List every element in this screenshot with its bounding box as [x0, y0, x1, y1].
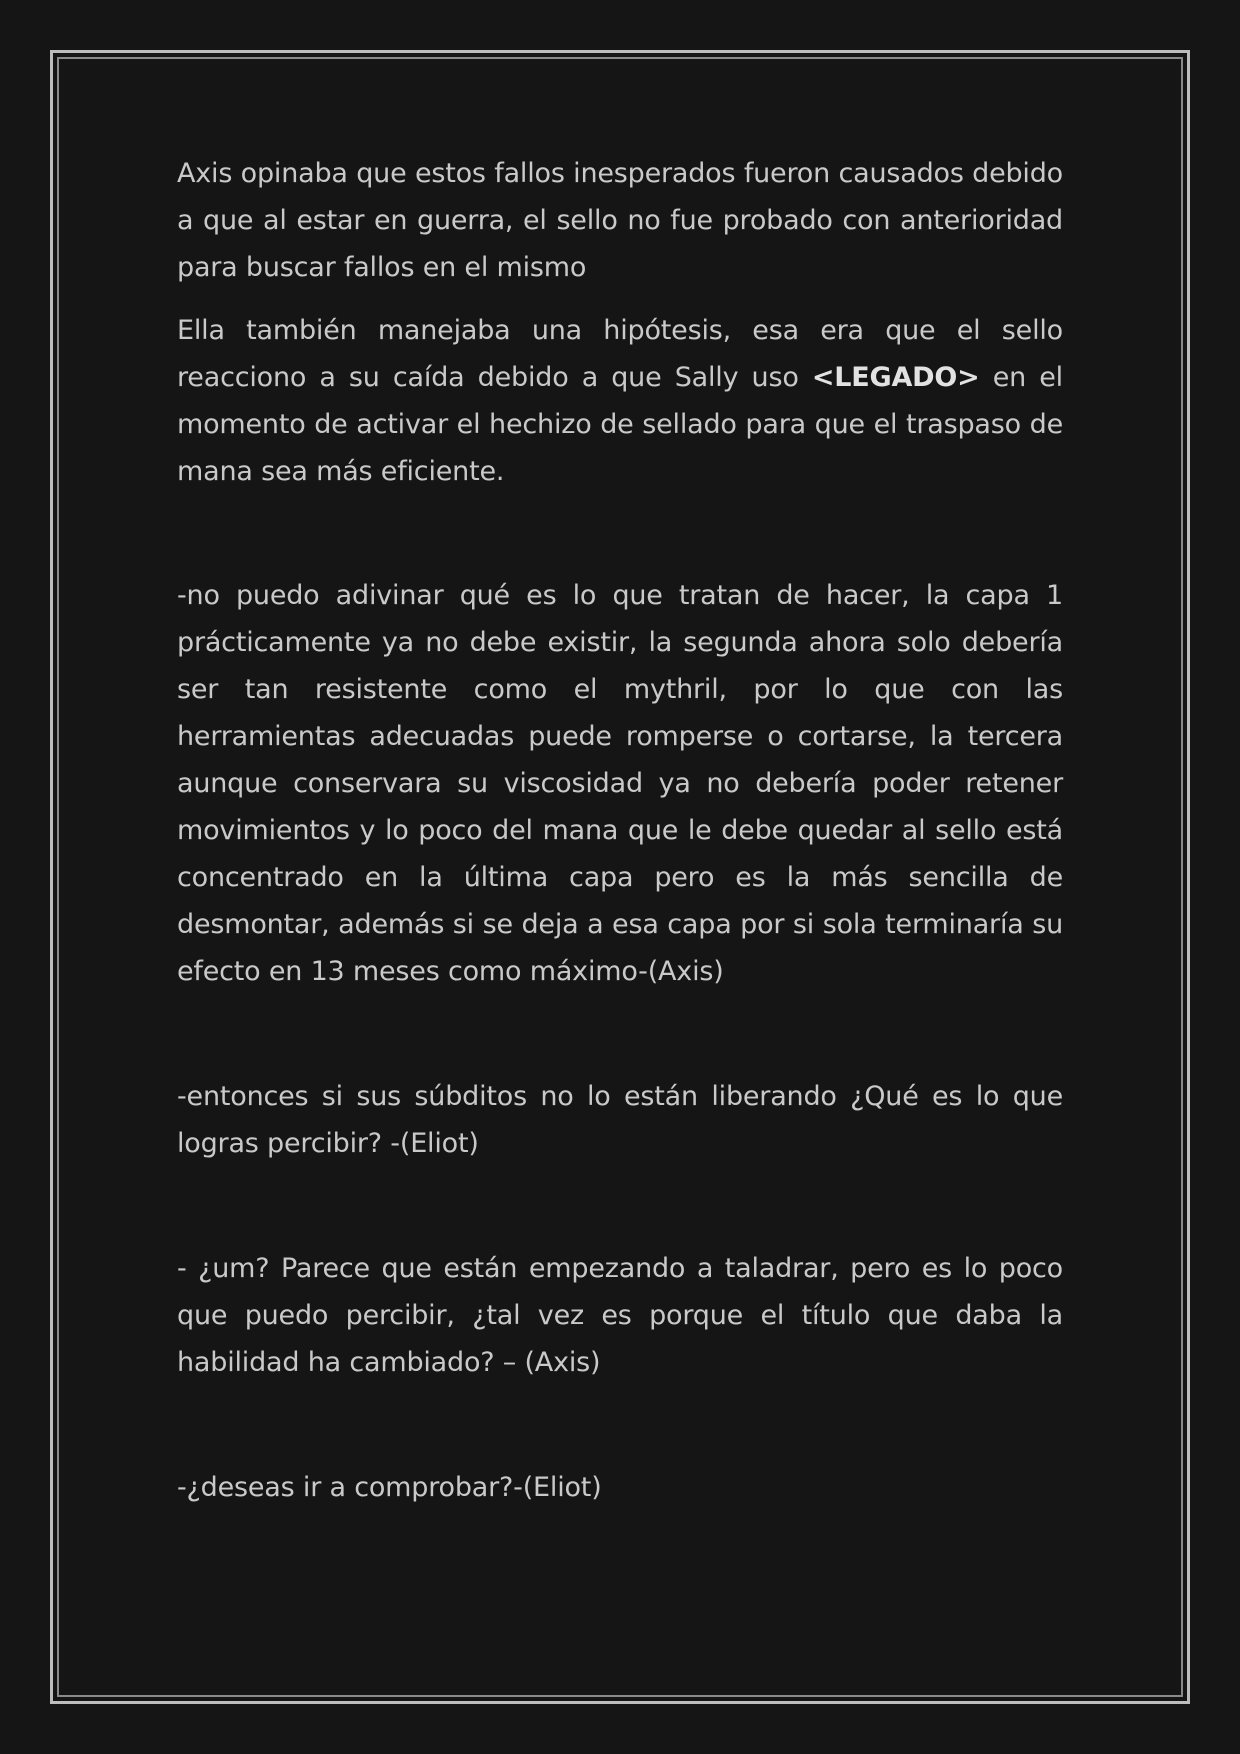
paragraph-2-text-after: en el momento de activar el hechizo de sellado para que el traspaso de mana sea más eficiente.	[177, 362, 1063, 487]
document-body	[177, 150, 1063, 1511]
paragraph-spacer	[177, 495, 1063, 572]
paragraph-spacer	[177, 291, 1063, 307]
paragraph-6: -¿deseas ir a comprobar?-(Eliot)	[177, 1472, 602, 1503]
paragraph-2-text-before: Ella también manejaba una hipótesis, esa era que el sello reacciono a su caída debido a que Sally uso	[177, 315, 1063, 393]
paragraph-4: -entonces si sus súbditos no lo están liberando ¿Qué es lo que logras percibir? -(Eliot)	[177, 1081, 1063, 1159]
paragraph-spacer	[177, 995, 1063, 1073]
paragraph-1: Axis opinaba que estos fallos inesperados fueron causados debido a que al estar en guerra, el sello no fue probado con anterioridad para buscar fallos en el mismo	[177, 158, 1063, 283]
paragraph-3: -no puedo adivinar qué es lo que tratan de hacer, la capa 1 prácticamente ya no debe existir, la segunda ahora solo debería ser tan resistente como el mythril, por lo que con las herramientas adecuadas puede romperse o cortarse, la tercera aunque conservara su viscosidad ya no debería poder retener movimientos y lo poco del mana que le debe quedar al sello está concentrado en la última capa pero es la más sencilla de desmontar, además si se deja a esa capa por si sola terminaría su efecto en 13 meses como máximo-(Axis)	[177, 580, 1063, 987]
legado-bold-term: <LEGADO>	[811, 362, 980, 393]
paragraph-spacer	[177, 1386, 1063, 1464]
paragraph-2	[177, 307, 1063, 495]
paragraph-spacer	[177, 1167, 1063, 1245]
paragraph-5: - ¿um? Parece que están empezando a taladrar, pero es lo poco que puedo percibir, ¿tal vez es porque el título que daba la habilidad ha cambiado? – (Axis)	[177, 1253, 1063, 1378]
